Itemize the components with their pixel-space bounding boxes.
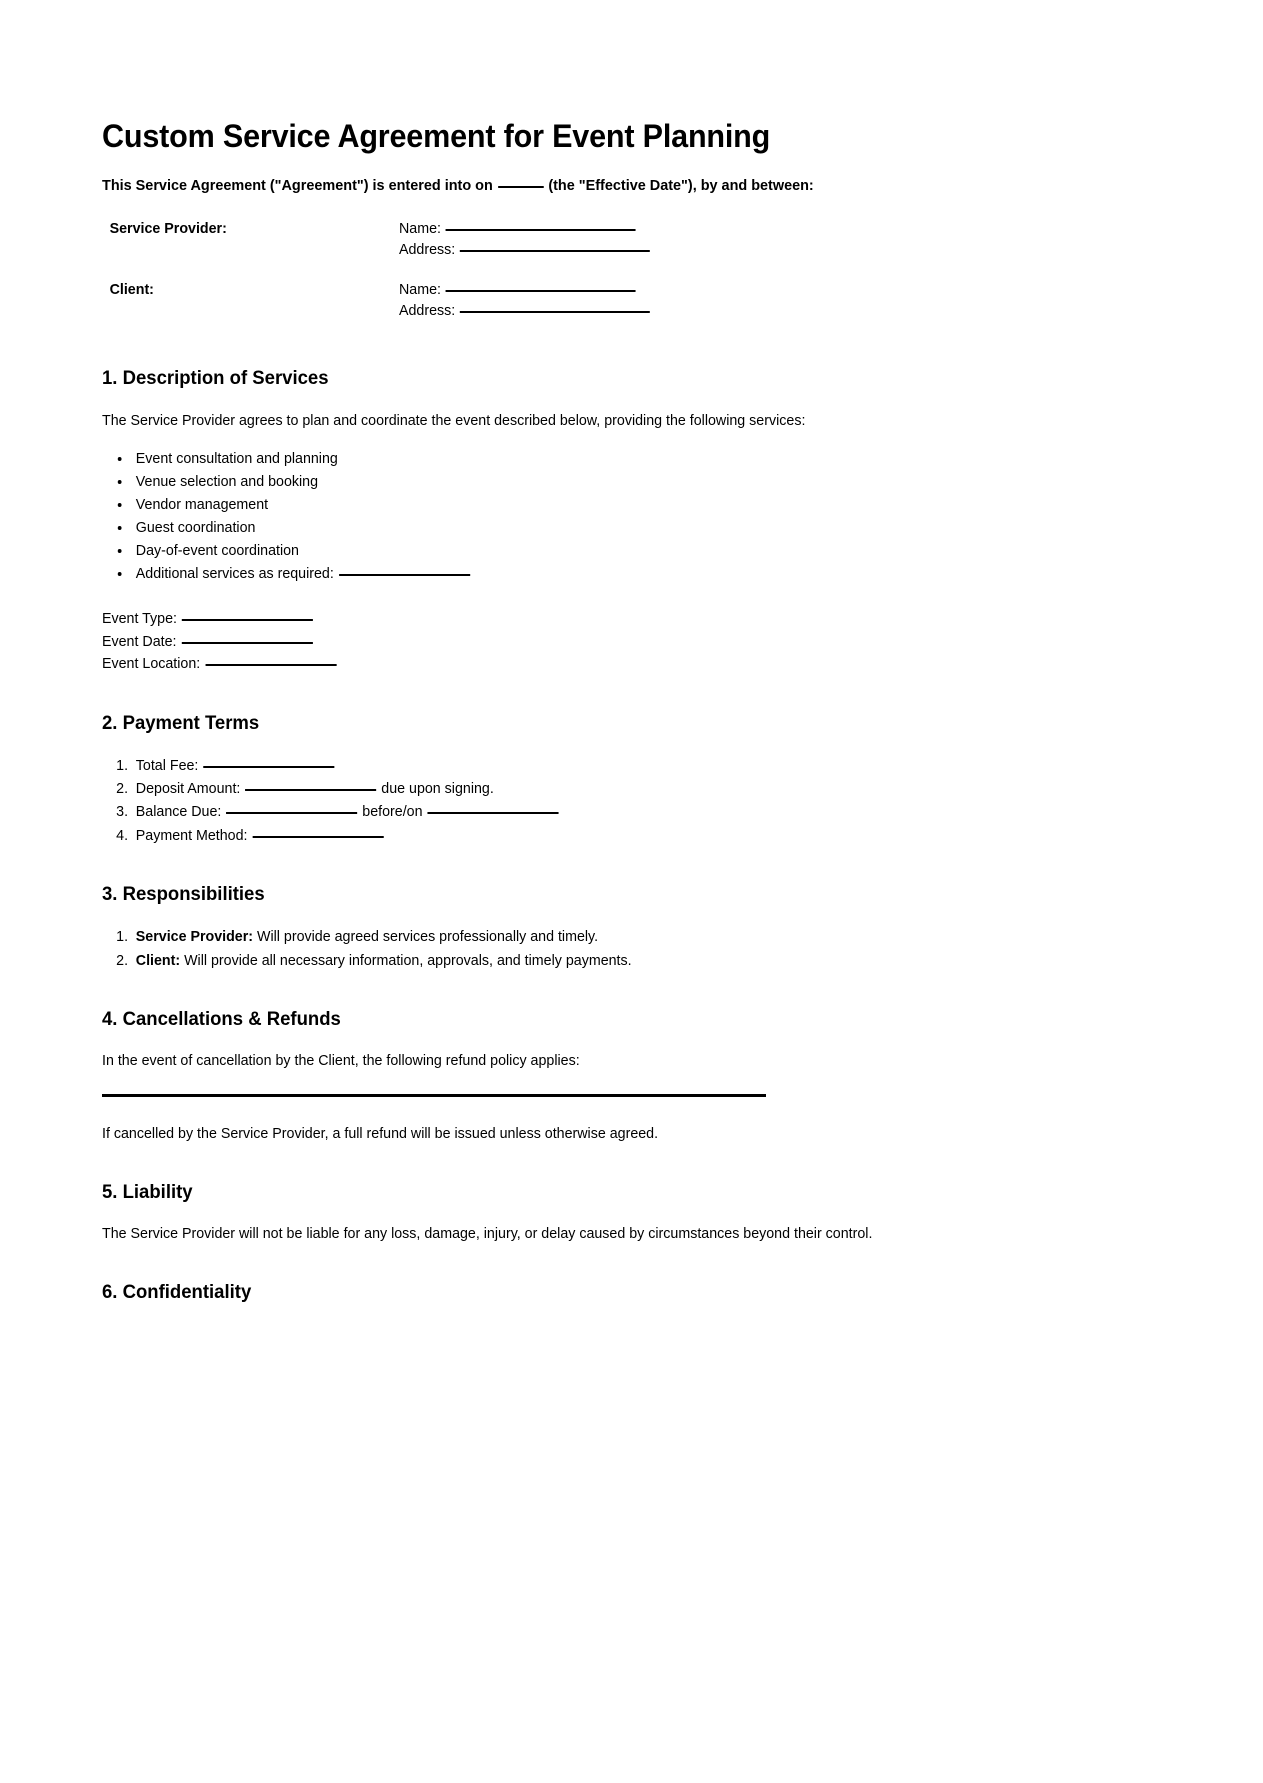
additional-services-blank[interactable] bbox=[339, 574, 470, 576]
section-heading: 3. Responsibilities bbox=[102, 882, 265, 905]
provider-name-blank[interactable] bbox=[446, 229, 636, 231]
section-confidentiality bbox=[102, 1281, 982, 1304]
payment-method-blank[interactable] bbox=[252, 836, 383, 838]
intro-text-after: (the "Effective Date"), by and between: bbox=[548, 177, 814, 195]
list-item: • Day-of-event coordination bbox=[132, 540, 940, 563]
list-item-payment-method bbox=[132, 824, 940, 847]
party-name-line bbox=[399, 218, 651, 239]
list-item: • Guest coordination bbox=[132, 517, 940, 540]
service-provider-cancellation-paragraph: If cancelled by the Service Provider, a full refund will be issued unless otherwise agreed. bbox=[102, 1125, 659, 1143]
cancellation-policy-paragraph: In the event of cancellation by the Client, the following refund policy applies: bbox=[102, 1052, 580, 1070]
total-fee-label: Total Fee: bbox=[135, 756, 199, 774]
party-address-line bbox=[399, 300, 651, 321]
balance-due-middle: before/on bbox=[362, 803, 423, 821]
deposit-amount-label: Deposit Amount: bbox=[135, 780, 241, 798]
section-heading: 5. Liability bbox=[102, 1180, 193, 1203]
section-heading: 1. Description of Services bbox=[102, 367, 329, 390]
section-heading: 6. Confidentiality bbox=[102, 1280, 252, 1303]
responsibility-text: Will provide agreed services professionally and timely. bbox=[256, 928, 599, 946]
effective-date-blank[interactable] bbox=[498, 186, 544, 188]
responsibility-lead-label: Client: bbox=[135, 951, 181, 969]
event-type-blank[interactable] bbox=[182, 619, 313, 621]
agreement-intro-line bbox=[102, 176, 938, 196]
party-name-label: Name: bbox=[399, 220, 441, 238]
list-item-provider-responsibility bbox=[132, 925, 940, 948]
responsibility-text: Will provide all necessary information, approvals, and timely payments. bbox=[184, 951, 632, 969]
event-location-label: Event Location: bbox=[102, 655, 201, 673]
party-row-service-provider bbox=[102, 218, 982, 261]
balance-due-blank[interactable] bbox=[226, 812, 357, 814]
section-liability bbox=[102, 1181, 982, 1245]
deposit-amount-suffix: due upon signing. bbox=[381, 780, 494, 798]
provider-address-blank[interactable] bbox=[460, 250, 650, 252]
section-responsibilities bbox=[102, 883, 982, 972]
payment-terms-list bbox=[102, 754, 982, 847]
list-item-deposit-amount bbox=[132, 777, 940, 800]
list-item: • Vendor management bbox=[132, 494, 940, 517]
refund-policy-blank-rule[interactable] bbox=[102, 1094, 766, 1097]
list-item-total-fee bbox=[132, 754, 940, 777]
intro-text-before: This Service Agreement ("Agreement") is entered into on bbox=[102, 177, 493, 195]
party-name-line bbox=[399, 279, 651, 300]
client-address-blank[interactable] bbox=[460, 311, 650, 313]
responsibilities-list bbox=[102, 925, 982, 972]
party-role-label: Client: bbox=[109, 280, 154, 298]
party-name-label: Name: bbox=[399, 280, 441, 298]
party-address-label: Address: bbox=[399, 241, 456, 259]
client-name-blank[interactable] bbox=[446, 290, 636, 292]
list-item: • Venue selection and booking bbox=[132, 471, 940, 494]
responsibility-lead-label: Service Provider: bbox=[135, 928, 254, 946]
party-role-label: Service Provider: bbox=[109, 220, 227, 238]
event-date-label: Event Date: bbox=[102, 632, 177, 650]
deposit-amount-blank[interactable] bbox=[245, 789, 376, 791]
additional-services-label: Additional services as required: bbox=[135, 565, 334, 583]
party-fields bbox=[399, 218, 651, 261]
event-type-label: Event Type: bbox=[102, 610, 178, 628]
total-fee-blank[interactable] bbox=[203, 766, 334, 768]
event-date-blank[interactable] bbox=[181, 642, 312, 644]
document-content bbox=[102, 118, 982, 1304]
party-fields bbox=[399, 279, 651, 322]
payment-method-label: Payment Method: bbox=[135, 826, 248, 844]
event-type-line bbox=[102, 608, 938, 631]
section-description-of-services bbox=[102, 367, 982, 675]
event-location-line bbox=[102, 653, 938, 676]
section-cancellations-refunds bbox=[102, 1008, 982, 1145]
liability-paragraph: The Service Provider will not be liable for any loss, damage, injury, or delay caused by circumstances beyond their control. bbox=[102, 1225, 873, 1243]
page-title: Custom Service Agreement for Event Planning bbox=[102, 118, 771, 154]
event-date-line bbox=[102, 631, 938, 654]
section-payment-terms bbox=[102, 712, 982, 847]
balance-due-date-blank[interactable] bbox=[427, 812, 558, 814]
parties-block bbox=[102, 218, 982, 321]
list-item-balance-due bbox=[132, 800, 940, 823]
event-location-blank[interactable] bbox=[205, 664, 336, 666]
balance-due-label: Balance Due: bbox=[135, 803, 222, 821]
section-heading: 2. Payment Terms bbox=[102, 711, 260, 734]
event-details-block bbox=[102, 608, 938, 676]
party-address-label: Address: bbox=[399, 302, 456, 320]
section-heading: 4. Cancellations & Refunds bbox=[102, 1007, 341, 1030]
services-intro-paragraph: The Service Provider agrees to plan and coordinate the event described below, providing the following services: bbox=[102, 411, 806, 429]
services-list bbox=[102, 448, 982, 586]
party-address-line bbox=[399, 239, 651, 260]
list-item: • Event consultation and planning bbox=[132, 448, 940, 471]
party-row-client bbox=[102, 279, 982, 322]
list-item-client-responsibility bbox=[132, 949, 940, 972]
list-item-additional-services bbox=[132, 563, 940, 586]
